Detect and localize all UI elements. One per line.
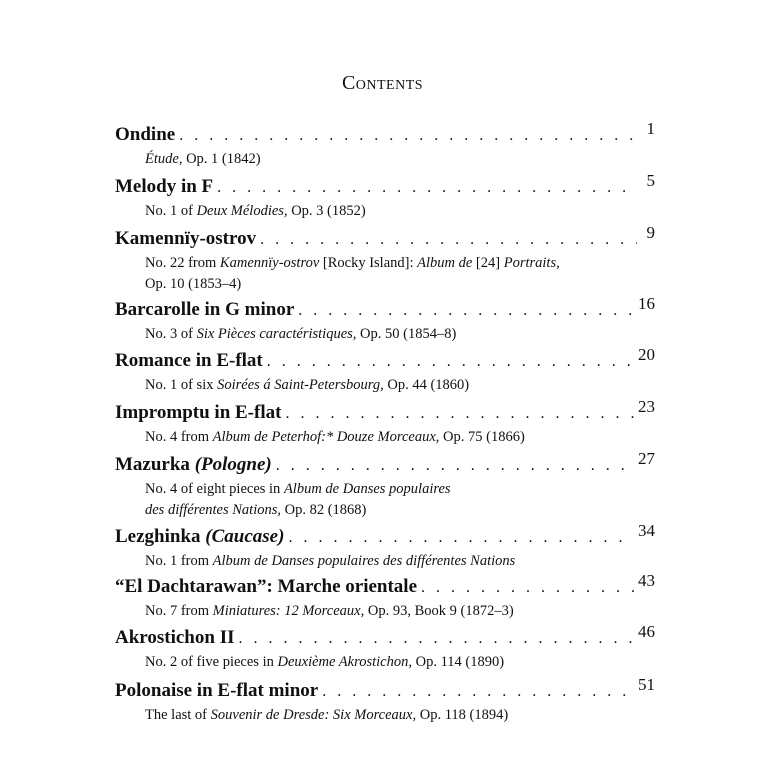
entry-title-text: Lezghinka (115, 526, 206, 547)
toc-entry[interactable] (115, 521, 655, 572)
page-number: 51 (638, 675, 655, 694)
description-segment: No. 7 from (145, 603, 213, 619)
entry-subtitle: (Pologne) (194, 454, 272, 475)
entry-subtitle: (Caucase) (205, 526, 285, 547)
leader-dots (276, 457, 634, 475)
leader-dots (322, 683, 634, 701)
description-segment: The last of (145, 707, 211, 723)
toc-entry[interactable] (115, 294, 655, 345)
entry-title: Impromptu in E-flat (115, 402, 282, 423)
description-segment: [24] (472, 255, 504, 271)
description-segment: [Rocky Island]: (319, 255, 418, 271)
description-segment: Op. 50 (1854–8) (356, 326, 457, 342)
description-segment: No. 4 of eight pieces in (145, 481, 284, 497)
description-segment: Album de Danses populaires (283, 481, 451, 497)
entry-description (115, 705, 655, 726)
entry-description (115, 375, 655, 396)
entry-description (115, 551, 655, 572)
page-title: Contents (341, 72, 424, 94)
entry-title: “El Dachtarawan”: Marche orientale (115, 576, 418, 597)
description-segment: Deuxième Akrostichon, (277, 654, 412, 670)
description-segment: Op. 10 (1853–4) (145, 276, 242, 292)
leader-dots (288, 529, 634, 547)
entry-description (115, 201, 655, 222)
description-segment: Op. 3 (1852) (287, 203, 366, 219)
entry-title: Polonaise in E-flat minor (115, 680, 319, 701)
leader-dots (298, 302, 634, 320)
page-number: 43 (638, 571, 655, 590)
description-segment: No. 1 of six (145, 377, 218, 393)
toc-entry[interactable] (115, 171, 655, 222)
toc-entry[interactable] (115, 622, 655, 673)
entry-description (115, 253, 655, 295)
page-number: 20 (638, 345, 655, 364)
description-segment: No. 1 of (145, 203, 197, 219)
entry-title: Melody in F (115, 176, 214, 197)
description-segment: Étude, (145, 151, 183, 167)
entry-title: Ondine (115, 124, 176, 145)
toc-entry[interactable] (115, 345, 655, 396)
leader-dots (179, 127, 637, 145)
page-number: 34 (638, 521, 655, 540)
description-segment: Op. 44 (1860) (383, 377, 470, 393)
page-number: 16 (638, 294, 655, 313)
entry-title: Akrostichon II (115, 627, 235, 648)
toc-entry[interactable] (115, 397, 655, 448)
description-segment: Op. 118 (1894) (416, 707, 509, 723)
entry-description (115, 324, 655, 345)
description-segment: Op. 75 (1866) (439, 429, 525, 445)
description-segment: No. 22 from (145, 255, 220, 271)
description-segment: Op. 93, Book 9 (1872–3) (364, 603, 514, 619)
description-segment: Soirées á Saint-Petersbourg, (217, 377, 384, 393)
description-segment: Op. 1 (1842) (182, 151, 261, 167)
toc-entry[interactable] (115, 675, 655, 726)
description-segment: Op. 114 (1890) (411, 654, 505, 670)
page-number: 5 (646, 171, 655, 190)
entry-description (115, 479, 655, 521)
entry-description (115, 149, 655, 170)
leader-dots (217, 179, 637, 197)
entry-title-text: Mazurka (115, 454, 195, 475)
toc-entry[interactable] (115, 571, 655, 622)
entry-description (115, 601, 655, 622)
page-number: 9 (646, 223, 655, 242)
entry-title: Romance in E-flat (115, 350, 263, 371)
toc-entry[interactable] (115, 223, 655, 295)
description-segment: Deux Mélodies, (196, 203, 288, 219)
page-number: 23 (638, 397, 655, 416)
leader-dots (285, 405, 634, 423)
description-segment: Album de (417, 255, 473, 271)
leader-dots (267, 353, 634, 371)
entry-description (115, 427, 655, 448)
description-segment: Album de Peterhof:* Douze Morceaux, (212, 429, 440, 445)
description-segment: Six Pièces caractéristiques, (196, 326, 357, 342)
leader-dots (260, 231, 637, 249)
entry-description (115, 652, 655, 673)
entry-title (115, 454, 272, 476)
leader-dots (421, 579, 634, 597)
description-segment: No. 4 from (145, 429, 213, 445)
description-segment: Portraits, (503, 255, 560, 271)
entry-title: Barcarolle in G minor (115, 299, 295, 320)
toc-entry[interactable] (115, 449, 655, 521)
description-segment: Miniatures: 12 Morceaux, (212, 603, 365, 619)
description-segment: des différentes Nations, (145, 502, 281, 518)
toc-entry[interactable] (115, 119, 655, 170)
entry-title (115, 526, 284, 548)
page-number: 27 (638, 449, 655, 468)
entry-title: Kamennïy-ostrov (115, 228, 257, 249)
page-number: 1 (646, 119, 655, 138)
description-segment: Op. 82 (1868) (281, 502, 367, 518)
description-segment: Souvenir de Dresde: Six Morceaux, (210, 707, 417, 723)
page-number: 46 (638, 622, 655, 641)
description-segment: Kamennïy-ostrov (219, 255, 320, 271)
leader-dots (238, 630, 634, 648)
description-segment: Album de Danses populaires des différentes Nations (212, 553, 516, 569)
description-segment: No. 2 of five pieces in (145, 654, 278, 670)
description-segment: No. 1 from (145, 553, 213, 569)
description-segment: No. 3 of (145, 326, 197, 342)
